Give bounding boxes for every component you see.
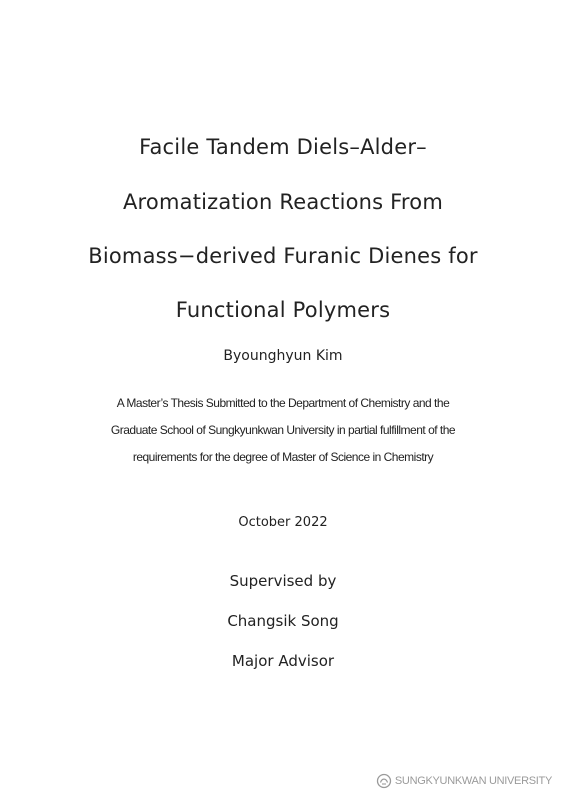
university-watermark-text: SUNGKYUNKWAN UNIVERSITY: [394, 775, 552, 787]
thesis-statement-line-3: requirements for the degree of Master of Science in Chemistry: [132, 450, 434, 464]
university-watermark: [376, 773, 552, 789]
supervised-by-label: Supervised by: [229, 572, 337, 590]
author-name: Byounghyun Kim: [223, 348, 343, 364]
advisor-role: Major Advisor: [231, 652, 335, 670]
thesis-statement-line-1: A Master’s Thesis Submitted to the Department of Chemistry and the: [116, 396, 450, 410]
university-emblem-icon: [376, 773, 392, 789]
thesis-statement-line-2: Graduate School of Sungkyunkwan University in partial fulfillment of the: [110, 423, 456, 437]
thesis-title-line-2: Aromatization Reactions From: [122, 190, 444, 214]
advisor-name: Changsik Song: [227, 612, 339, 630]
thesis-title-line-4: Functional Polymers: [175, 298, 391, 322]
thesis-title-line-3: Biomass−derived Furanic Dienes for: [88, 244, 478, 268]
thesis-title-line-1: Facile Tandem Diels–Alder–: [139, 135, 427, 159]
submission-date: October 2022: [238, 515, 328, 530]
